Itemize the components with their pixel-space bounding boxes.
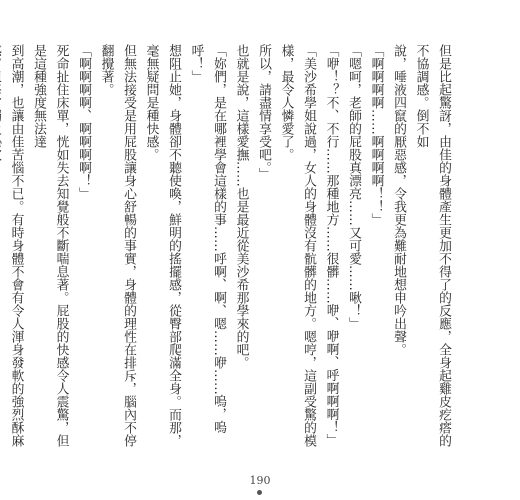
text-line: 但無法接受是用屁股讓身心舒暢的事實，身體的理性在排斥，腦內不停翻攪著。 <box>98 44 136 447</box>
text-line: 「啊啊啊啊、啊啊啊啊！」 <box>76 44 91 200</box>
page-number-dot <box>257 490 262 495</box>
text-line: 「妳們，是在哪裡學會這樣的事……呼啊、啊、嗯……咿……嗚，嗚呼！」 <box>188 44 226 434</box>
text-line: 所以，請盡情享受吧。」 <box>256 44 271 181</box>
text-line: 「美沙希學姐說過，女人的身體沒有骯髒的地方。嗯哼，這副受驚的模樣，最令人憐愛了。 <box>278 44 316 447</box>
body-text <box>8 44 454 456</box>
text-line: 「咿！？不、不行……那種地方……很髒……咿、咿啊、呼啊啊啊！」 <box>323 44 339 447</box>
text-line: 「嗯呵，老師的屁股真漂亮……又可愛……啾！」 <box>346 44 361 330</box>
text-line: 到高潮，也讓由佳苦惱不已。有時身體不會有令人渾身發軟的強烈酥麻 <box>8 44 24 447</box>
text-line: 「啊啊啊啊……啊啊啊啊！！」 <box>368 44 384 226</box>
text-line: 也就是說，這樣愛撫……也是最近從美沙希那學來的吧。 <box>233 44 249 369</box>
page-number: 190 <box>249 474 271 487</box>
text-line: 死命扯住床單，恍如失去知覺般不斷喘息著。屁股的快感令人震驚，但是這種強度無法達 <box>31 44 69 447</box>
text-line: 想阻止她，身體卻不聽使喚，鮮明的搖擺感，從臀部爬滿全身。而那，毫無疑問是種快感。 <box>143 44 181 447</box>
text-line: 說，唾液四竄的厭惡感，令我更為難耐地想申吟出聲。 <box>391 44 406 356</box>
text-line: 但是比起驚訝，由佳的身體產生更加不得了的反應，全身起雞皮疙瘩的不協調感。倒不如 <box>413 44 451 447</box>
